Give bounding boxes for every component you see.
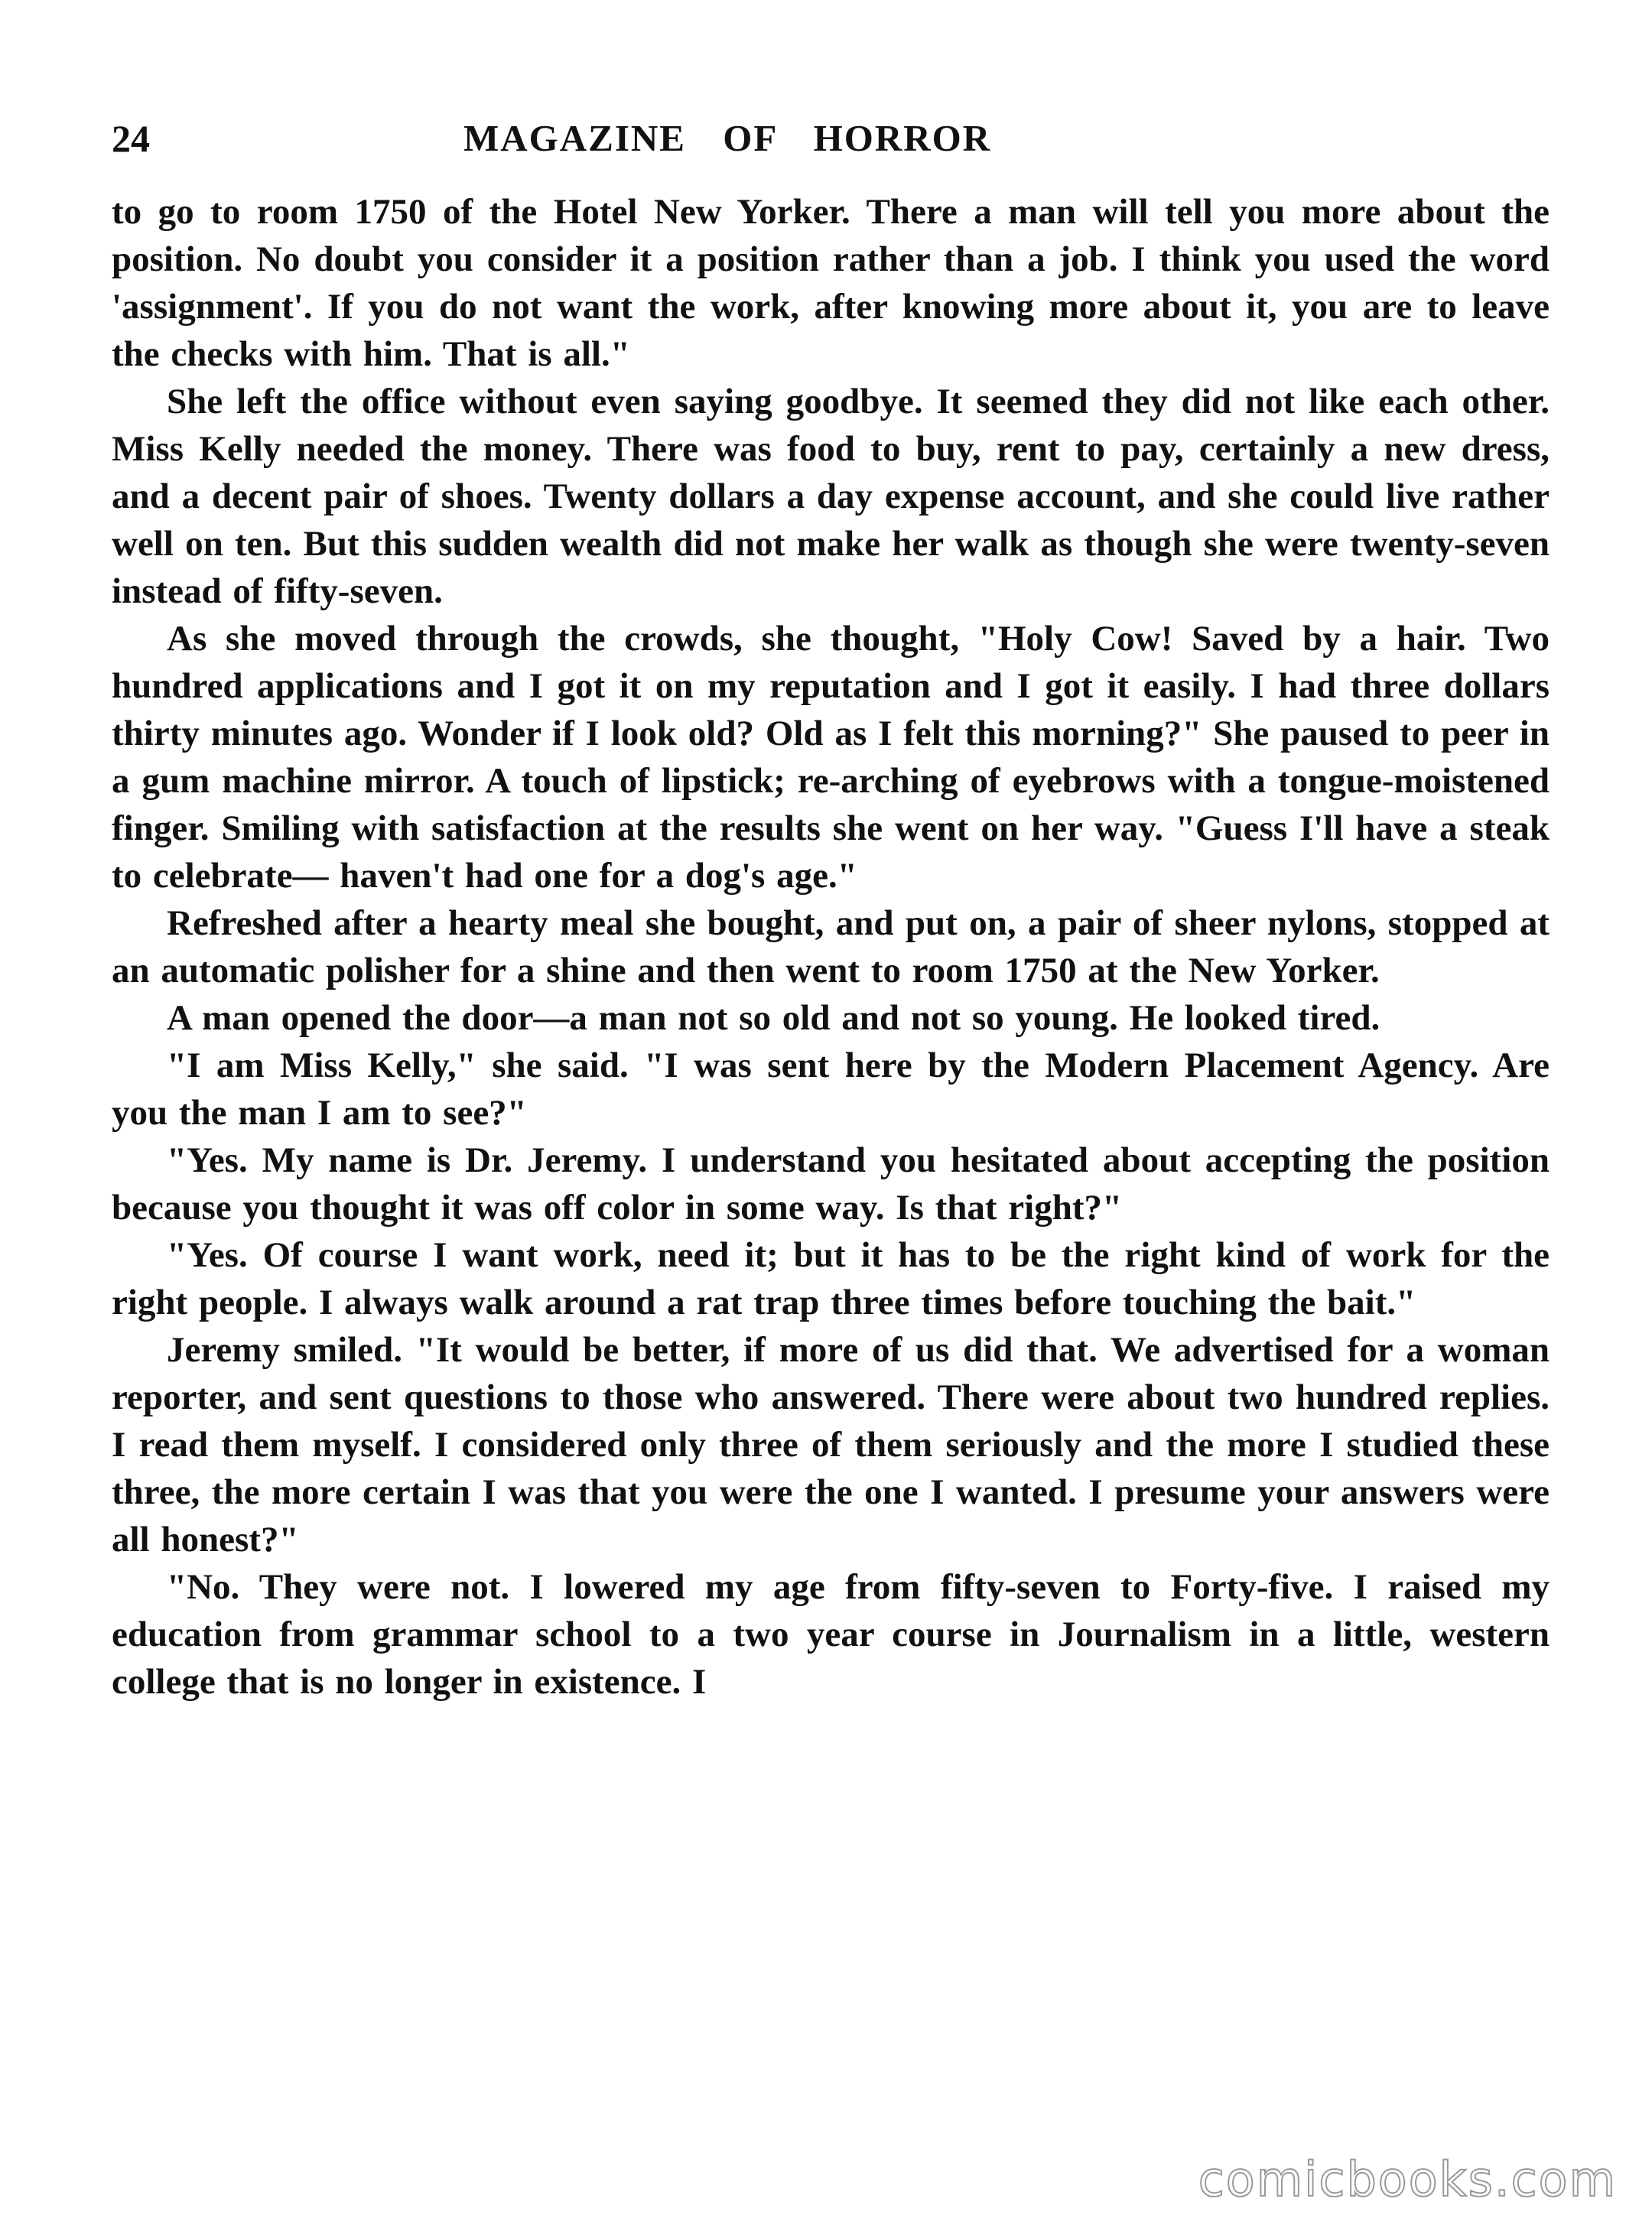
- paragraph: A man opened the door—a man not so old and not so young. He looked tired.: [167, 998, 1380, 1038]
- paragraph: "No. They were not. I lowered my age from fifty-seven to Forty-five. I raised my education from grammar school to a two year course in Journalism in a little, western college that is no longer in existence. I: [112, 1567, 1550, 1702]
- paragraph: "Yes. My name is Dr. Jeremy. I understand you hesitated about accepting the position because you thought it was off color in some way. Is that right?": [112, 1140, 1550, 1228]
- site-watermark: comicbooks.com: [1198, 2151, 1617, 2207]
- story-text: [112, 188, 1550, 1706]
- paragraph-continued: to go to room 1750 of the Hotel New Yorker. There a man will tell you more about the position. No doubt you consider it a position rather than a job. I think you used the word 'assignment'. If you do not want the work, after knowing more about it, you are to leave the checks with him. That is all.": [112, 192, 1550, 374]
- paragraph: Refreshed after a hearty meal she bought, and put on, a pair of sheer nylons, stopped at an automatic polisher for a shine and then went to room 1750 at the New Yorker.: [112, 903, 1550, 990]
- paragraph: "I am Miss Kelly," she said. "I was sent here by the Modern Placement Agency. Are you the man I am to see?": [112, 1046, 1550, 1133]
- paragraph: "Yes. Of course I want work, need it; but it has to be the right kind of work for the right people. I always walk around a rat trap three times before touching the bait.": [112, 1235, 1550, 1322]
- running-head: [112, 112, 1550, 165]
- paragraph: She left the office without even saying goodbye. It seemed they did not like each other. Miss Kelly needed the money. There was food to buy, rent to pay, certainly a new dress, and a decent pair of shoes. Twenty dollars a day expense account, and she could live rather well on ten. But this sudden wealth did not make her walk as though she were twenty-seven instead of fifty-seven.: [112, 382, 1550, 611]
- paragraph: As she moved through the crowds, she thought, "Holy Cow! Saved by a hair. Two hundred applications and I got it on my reputation and I got it easily. I had three dollars thirty minutes ago. Wonder if I look old? Old as I felt this morning?" She paused to peer in a gum machine mirror. A touch of lipstick; re-arching of eyebrows with a tongue-moistened finger. Smiling with satisfaction at the results she went on her way. "Guess I'll have a steak to celebrate— haven't had one for a dog's age.": [112, 619, 1550, 896]
- magazine-title: MAGAZINE OF HORROR: [463, 117, 992, 159]
- paragraph: Jeremy smiled. "It would be better, if more of us did that. We advertised for a woman reporter, and sent questions to those who answered. There were about two hundred replies. I read them myself. I considered only three of them seriously and the more I studied these three, the more certain I was that you were the one I wanted. I presume your answers were all honest?": [112, 1330, 1550, 1559]
- page-number: 24: [112, 117, 150, 160]
